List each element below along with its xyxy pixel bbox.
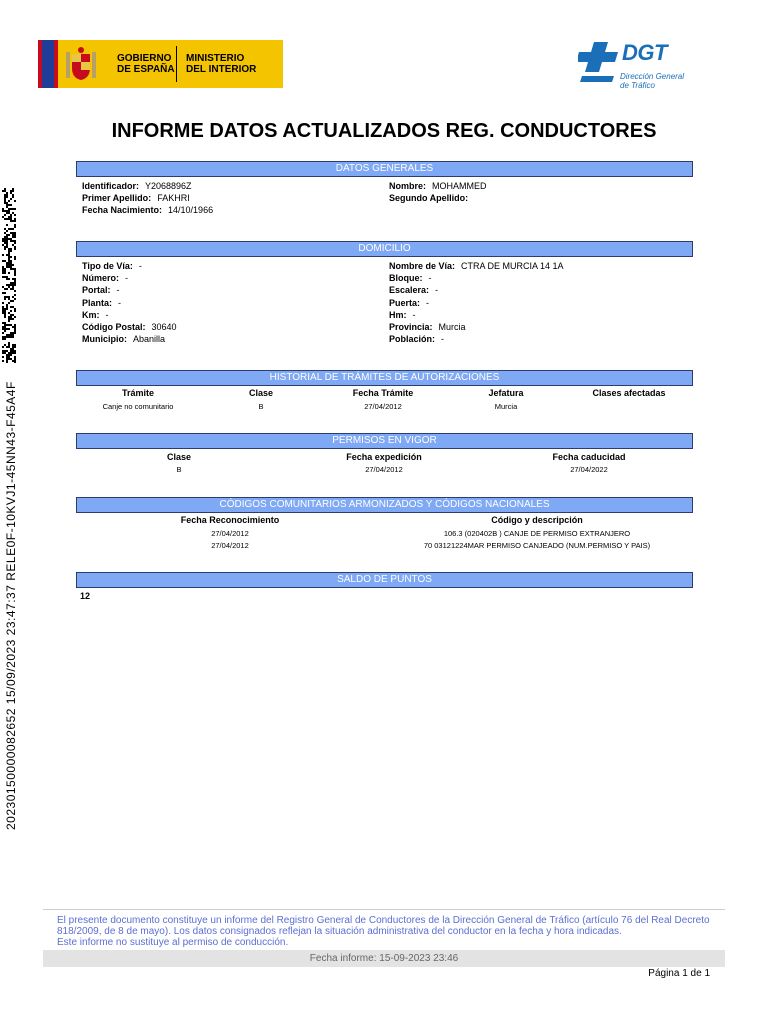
- table-header: Clase: [248, 388, 274, 398]
- table-header: Clases afectadas: [592, 388, 666, 398]
- table-cell: Murcia: [494, 402, 518, 411]
- field-value: -: [138, 261, 142, 271]
- field-label: Escalera:: [389, 285, 430, 296]
- table-cell: B: [176, 465, 182, 474]
- table-cell: 27/04/2012: [211, 529, 249, 538]
- table-header: Fecha caducidad: [552, 452, 626, 462]
- field-value: -: [426, 297, 430, 308]
- footer-divider: [43, 909, 725, 910]
- section-header-datos-generales: DATOS GENERALES: [76, 161, 693, 177]
- dgt-subtitle: Dirección General de Tráfico: [620, 72, 685, 90]
- field-value: -: [116, 285, 120, 296]
- domicilio-field: [82, 310, 109, 321]
- field-label: Planta:: [82, 297, 113, 308]
- domicilio-field: [82, 273, 128, 284]
- domicilio-field: [82, 298, 121, 309]
- table-header: Fecha expedición: [346, 452, 422, 462]
- field-fecha-nacimiento: Fecha Nacimiento: 14/10/1966: [82, 205, 214, 215]
- gobierno-logo: [38, 40, 283, 88]
- footer-legal-paragraph: El presente documento constituye un informe del Registro General de Conductores de la Dirección General de Tráfico (artículo 76 del Real Decreto 818/2009, de 8 de mayo). Los datos consignados reflejan la situación administrativa del conductor en la fecha y hora indicadas.: [57, 915, 710, 937]
- table-header: Jefatura: [488, 388, 524, 398]
- field-value: -: [441, 334, 445, 345]
- table-cell: Canje no comunitario: [102, 402, 174, 411]
- field-label: Código Postal:: [82, 322, 146, 332]
- table-header: Clase: [166, 452, 192, 462]
- domicilio-field: [389, 322, 466, 333]
- table-cell: 27/04/2012: [365, 465, 403, 474]
- logo-divider: [176, 46, 177, 82]
- domicilio-field: [82, 285, 120, 296]
- field-label: Municipio:: [82, 334, 127, 345]
- domicilio-field: [389, 273, 432, 284]
- field-label: Puerta:: [389, 297, 421, 308]
- field-value: Abanilla: [133, 334, 166, 345]
- field-value: -: [428, 273, 432, 284]
- spanish-coat-of-arms-icon: [64, 46, 98, 82]
- domicilio-field: [82, 334, 165, 345]
- ministerio-text: MINISTERIO DEL INTERIOR: [186, 53, 257, 75]
- document-reference-vertical: 20230150000082652 15/09/2023 23:47:37 RELE0F-10KVJ1-45NN43-F45A4F: [4, 381, 18, 830]
- field-label: Km:: [82, 309, 100, 320]
- page-title: INFORME DATOS ACTUALIZADOS REG. CONDUCTORES: [111, 120, 657, 142]
- field-value: -: [125, 273, 129, 284]
- table-cell: 27/04/2012: [364, 402, 402, 411]
- table-cell: 70 03121224MAR PERMISO CANJEADO (NUM.PERMISO Y PAIS): [423, 541, 651, 550]
- table-header: Fecha Trámite: [352, 388, 414, 398]
- section-header-domicilio: DOMICILIO: [76, 241, 693, 257]
- field-value: CTRA DE MURCIA 14 1A: [461, 261, 564, 271]
- section-header-saldo-puntos: SALDO DE PUNTOS: [76, 572, 693, 588]
- field-value: -: [412, 309, 416, 320]
- field-label: Tipo de Vía:: [82, 261, 133, 271]
- field-segundo-apellido: Segundo Apellido:: [389, 193, 469, 203]
- footer-note: Este informe no sustituye al permiso de conducción.: [57, 937, 289, 948]
- section-header-codigos: CÓDIGOS COMUNITARIOS ARMONIZADOS Y CÓDIGOS NACIONALES: [76, 497, 693, 513]
- field-primer-apellido: Primer Apellido: FAKHRI: [82, 193, 190, 203]
- table-cell: 27/04/2012: [211, 541, 249, 550]
- field-label: Número:: [82, 273, 120, 284]
- table-header: Código y descripción: [491, 515, 583, 525]
- field-identificador: Identificador: Y2068896Z: [82, 181, 192, 191]
- domicilio-field: [389, 298, 429, 309]
- domicilio-field: [389, 310, 416, 321]
- field-label: Hm:: [389, 309, 407, 320]
- qr-code-icon: [2, 188, 16, 363]
- page-number: Página 1 de 1: [648, 968, 710, 979]
- field-label: Portal:: [82, 285, 111, 296]
- table-header: Trámite: [121, 388, 154, 398]
- domicilio-field: [82, 322, 177, 333]
- domicilio-field: [82, 261, 142, 272]
- field-label: Bloque:: [389, 273, 423, 284]
- section-header-permisos: PERMISOS EN VIGOR: [76, 433, 693, 449]
- field-nombre: Nombre: MOHAMMED: [389, 181, 487, 191]
- table-cell: 27/04/2022: [570, 465, 608, 474]
- field-value: Murcia: [438, 322, 466, 332]
- field-label: Provincia:: [389, 322, 433, 332]
- field-value: -: [435, 285, 439, 296]
- field-value: 30640: [151, 322, 177, 332]
- field-label: Nombre de Vía:: [389, 261, 456, 271]
- domicilio-field: [389, 261, 564, 272]
- domicilio-field: [389, 334, 444, 345]
- gobierno-text: GOBIERNO DE ESPAÑA: [117, 53, 175, 75]
- flag-strip: [38, 40, 58, 88]
- table-cell: B: [258, 402, 264, 411]
- table-header: Fecha Reconocimiento: [180, 515, 280, 525]
- field-value: -: [118, 297, 122, 308]
- section-header-historial: HISTORIAL DE TRÁMITES DE AUTORIZACIONES: [76, 370, 693, 386]
- domicilio-field: [389, 285, 438, 296]
- footer-legal-text: [57, 915, 717, 948]
- field-value: -: [105, 309, 109, 320]
- field-label: Población:: [389, 334, 436, 345]
- saldo-puntos-value: 12: [80, 591, 91, 601]
- fecha-informe: Fecha informe: 15-09-2023 23:46: [43, 950, 725, 967]
- dgt-name: DGT: [622, 40, 667, 65]
- table-cell: 106.3 (020402B ) CANJE DE PERMISO EXTRANJERO: [443, 529, 631, 538]
